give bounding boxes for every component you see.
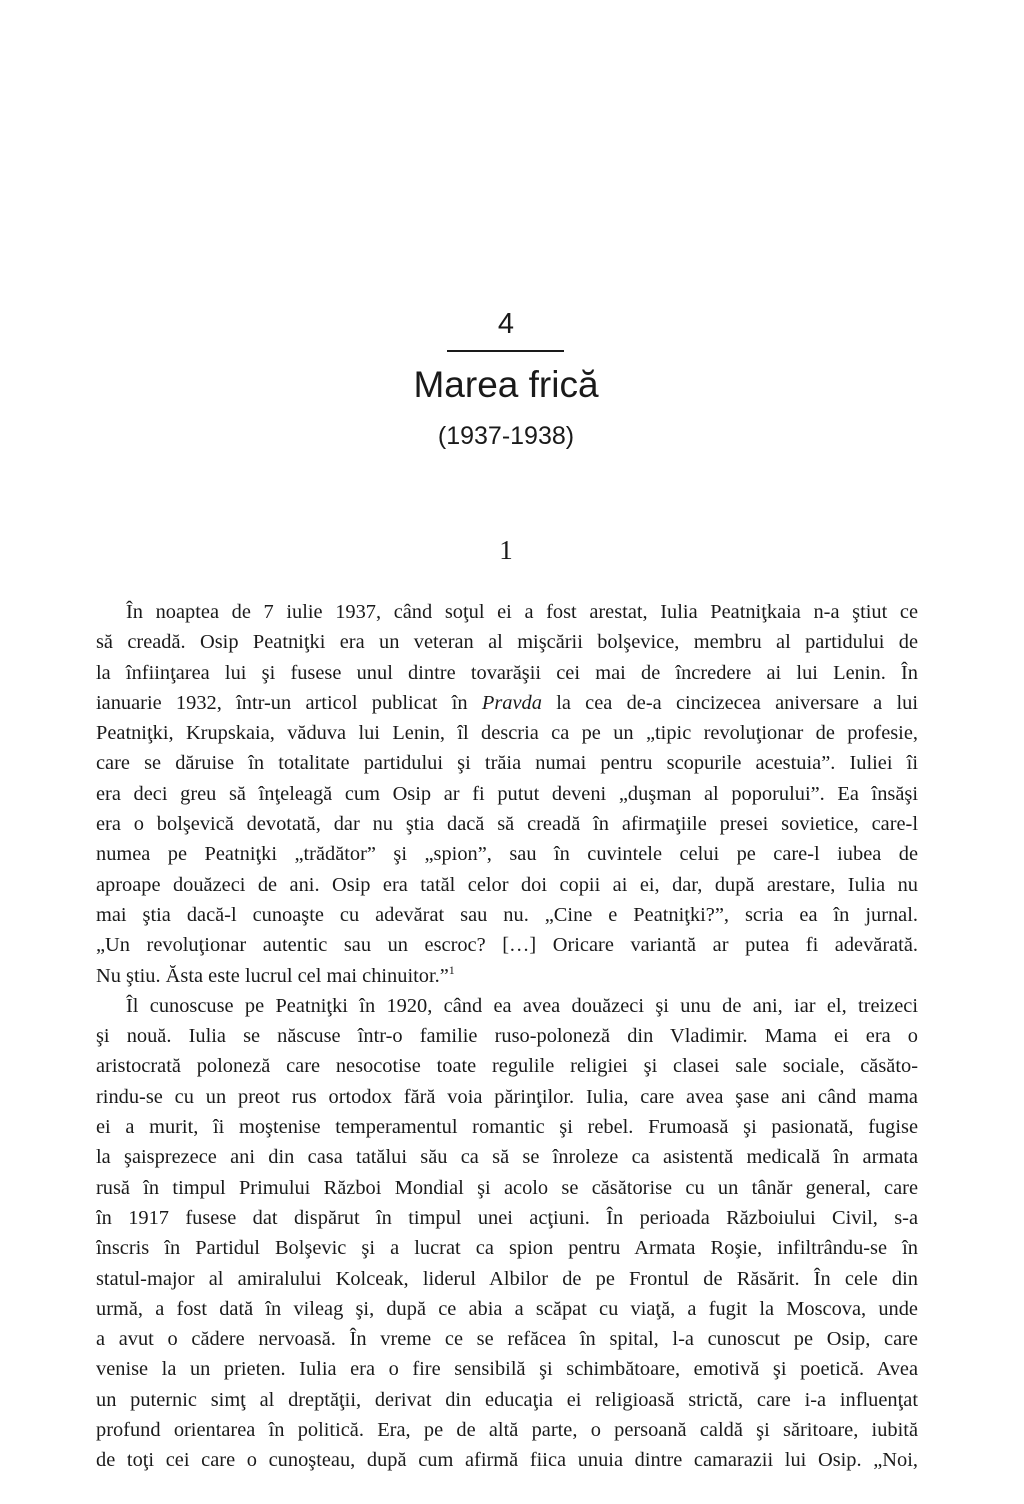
text-line: era o bolşevică devotată, dar nu ştia dacă să creadă în afirmaţiile presei sovietice, care-l — [96, 813, 918, 836]
text-line: urmă, a fost dată în vileag şi, după ce abia a scăpat cu viaţă, a fugit la Moscova, unde — [96, 1297, 918, 1320]
text-line: statul-major al amiralului Kolceak, liderul Albilor de pe Frontul de Răsărit. În cele din — [96, 1267, 918, 1290]
text-line: la şaisprezece ani din casa tatălui său ca să se înroleze ca asistentă medicală în armata — [96, 1146, 918, 1169]
text-line: care se dăruise în totalitate partidului şi trăia numai pentru scopurile acestuia”. Iuliei îi — [96, 752, 918, 775]
text-line: aristocrată poloneză care nesocotise toate regulile religiei şi clasei sale sociale, căsăto- — [96, 1055, 918, 1078]
section-number: 1 — [499, 535, 513, 565]
text-line: înscris în Partidul Bolşevic şi a lucrat ca spion pentru Armata Roşie, infiltrându-se în — [96, 1237, 918, 1260]
text-line: „Un revoluţionar autentic sau un escroc? […] Oricare variantă ar putea fi adevărată. — [96, 934, 918, 957]
text-segment: Nu ştiu. Ăsta este lucrul cel mai chinuitor.” — [96, 964, 449, 987]
text-line: în 1917 fusese dat dispărut în timpul unei acţiuni. În perioada Războiului Civil, s-a — [96, 1206, 918, 1229]
text-line: de toţi cei care o cunoşteau, după cum afirmă fiica unuia dintre camarazii lui Osip. „Noi, — [96, 1449, 918, 1472]
text-line: aproape douăzeci de ani. Osip era tatăl celor doi copii ai ei, dar, după arestare, Iulia nu — [96, 873, 918, 896]
footnote-marker: 1 — [448, 962, 455, 977]
text-line: un puternic simţ al dreptăţii, derivat din educaţia ei religioasă strictă, care i-a influenţat — [96, 1388, 918, 1411]
text-line: mai ştia dacă-l cunoaşte cu adevărat sau nu. „Cine e Peatniţki?”, scria ea în jurnal. — [96, 903, 918, 926]
text-line: a avut o cădere nervoasă. În vreme ce se refăcea în spital, l-a cunoscut pe Osip, care — [96, 1328, 918, 1351]
text-line: rusă în timpul Primului Război Mondial şi acolo se căsătorise cu un tânăr general, care — [96, 1176, 918, 1199]
chapter-number: 4 — [497, 308, 515, 340]
paragraph-2 — [96, 991, 918, 1476]
text-line — [96, 688, 918, 718]
text-line: Îl cunoscuse pe Peatniţki în 1920, când ea avea douăzeci şi unu de ani, iar el, treizeci — [126, 994, 918, 1017]
text-line: să creadă. Osip Peatniţki era un veteran al mişcării bolşevice, membru al partidului de — [96, 631, 918, 654]
paragraph-1 — [96, 597, 918, 991]
newspaper-title: Pravda — [481, 691, 542, 714]
text-line: venise la un prieten. Iulia era o fire sensibilă şi schimbătoare, emotivă şi poetică. Avea — [96, 1358, 918, 1381]
text-line: profund orientarea în politică. Era, pe de altă parte, o persoană caldă şi săritoare, iubită — [96, 1419, 918, 1442]
chapter-divider — [447, 350, 564, 352]
text-line: era deci greu să înţeleagă cum Osip ar fi putut deveni „duşman al poporului”. Ea însăşi — [96, 782, 918, 805]
text-line: ei a murit, îi moştenise temperamentul romantic şi rebel. Frumoasă şi pasionată, fugise — [96, 1116, 918, 1139]
body-text — [96, 597, 918, 1476]
text-line — [96, 961, 918, 991]
chapter-years: (1937-1938) — [437, 422, 575, 450]
text-segment: la cea de-a cincizecea aniversare a lui — [541, 691, 918, 714]
text-line: Peatniţki, Krupskaia, văduva lui Lenin, îl descria ca pe un „tipic revoluţionar de profesie, — [96, 722, 918, 745]
text-line: rindu-se cu un preot rus ortodox fără voia părinţilor. Iulia, care avea şase ani când mama — [96, 1085, 918, 1108]
text-line: la înfiinţarea lui şi fusese unul dintre tovarăşii cei mai de încredere ai lui Lenin. În — [96, 661, 918, 684]
text-line: şi nouă. Iulia se născuse într-o familie ruso-poloneză din Vladimir. Mama ei era o — [96, 1025, 918, 1048]
text-line: În noaptea de 7 iulie 1937, când soţul ei a fost arestat, Iulia Peatniţkaia n-a ştiut ce — [126, 601, 918, 623]
text-line: numea pe Peatniţki „trădător” şi „spion”, sau în cuvintele celui pe care-l iubea de — [96, 843, 918, 866]
text-segment: ianuarie 1932, într-un articol publicat în — [96, 691, 482, 714]
chapter-title: Marea frică — [413, 364, 599, 405]
